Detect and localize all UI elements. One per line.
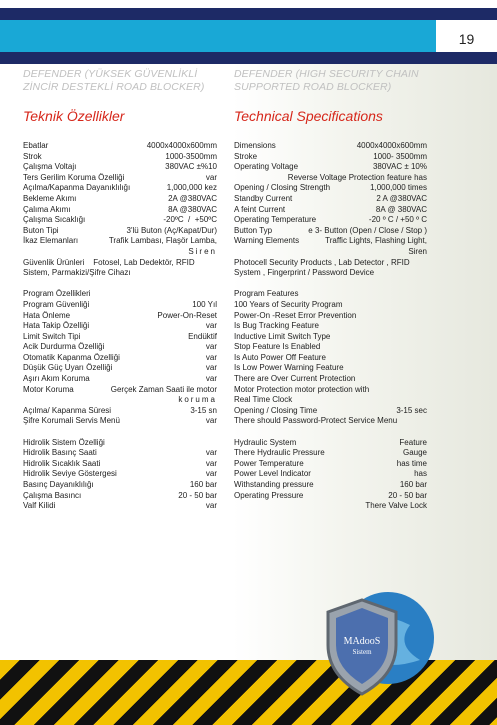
spec-label: Hata Takip Özelliği [23, 321, 90, 331]
spec-value: -20ºC / +50ºC [163, 215, 217, 225]
spec-value: has [414, 469, 427, 479]
spec-value: 1000- 3500mm [373, 151, 427, 161]
spec-row [23, 385, 217, 396]
spec-label: Hidrolik Basınç Saati [23, 448, 97, 458]
spec-value: 3'lü Buton (Aç/Kapat/Dur) [126, 225, 217, 235]
spec-value: var [205, 363, 217, 373]
spec-label: Çalışma Voltajı [23, 162, 77, 172]
spec-line: Güvenlik Ürünleri Fotosel, Lab Dedektör, RFID [23, 257, 195, 267]
spec-row [234, 215, 427, 226]
spec-value: Gerçek Zaman Saati ile motor [110, 384, 217, 394]
spec-line: Is Bug Tracking Feature [234, 321, 319, 331]
spec-label: There should Password-Protect Service Menu [234, 416, 398, 426]
spec-label: Hata Önleme [23, 310, 71, 320]
spec-label: Strok [23, 151, 42, 161]
spec-row [23, 438, 217, 449]
spec-value: has time [396, 458, 427, 468]
spec-row [234, 406, 427, 417]
spec-label: İkaz Elemanları [23, 236, 79, 246]
spec-value: 2A @380VAC [168, 193, 217, 203]
spec-row [23, 332, 217, 343]
spec-value: var [205, 172, 217, 182]
spec-row [234, 226, 427, 237]
top-cyan-band [0, 20, 436, 52]
spec-line: Is Low Power Warning Feature [234, 363, 344, 373]
spec-value: var [205, 416, 217, 426]
spec-row [234, 438, 427, 449]
spec-row [23, 374, 217, 385]
section-title: Program Özellikleri [23, 289, 91, 299]
spec-row [23, 480, 217, 491]
spec-continuation: Siren [408, 246, 427, 256]
spec-row [23, 183, 217, 194]
spec-row [23, 321, 217, 332]
spec-line: Photocell Security Products , Lab Detector , RFID [234, 257, 410, 267]
spec-value: Gauge [402, 448, 427, 458]
spec-label: Warning Elements [234, 236, 300, 246]
spec-value: var [205, 321, 217, 331]
spec-line: Power-On -Reset Error Prevention [234, 310, 357, 320]
spec-value: var [205, 342, 217, 352]
spec-label: Opening / Closing Time [234, 405, 318, 415]
spec-row [234, 480, 427, 491]
spec-row [234, 194, 427, 205]
spec-row [23, 416, 217, 427]
spec-label: Stroke [234, 151, 258, 161]
spec-label: Hidrolik Sistem Özelliği [23, 437, 105, 447]
spec-value: var [205, 352, 217, 362]
spec-label: Power Temperature [234, 458, 304, 468]
spec-row [23, 205, 217, 216]
spec-row [234, 459, 427, 470]
spec-value: 8A @ 380VAC [375, 204, 427, 214]
spec-line: Sistem, Parmakizi/Şifre Cihazı [23, 268, 131, 278]
spec-value: Feature [399, 437, 427, 447]
spec-label: There Hydraulic Pressure [234, 448, 325, 458]
spec-row [234, 183, 427, 194]
spec-line: Motor Protection motor protection with [234, 384, 370, 394]
spec-label: Operating Pressure [234, 490, 304, 500]
spec-row [23, 353, 217, 364]
spec-label: Acik Durdurma Özelliği [23, 342, 105, 352]
spec-label: A feint Current [234, 204, 286, 214]
spec-row [23, 406, 217, 417]
spec-label: Bekleme Akımı [23, 193, 77, 203]
turkish-title: Teknik Özellikler [23, 108, 125, 124]
english-heading-line-2: SUPPORTED ROAD BLOCKER) [234, 80, 392, 93]
spec-label: Hidrolik Seviye Göstergesi [23, 469, 117, 479]
spec-line: Is Auto Power Off Feature [234, 352, 326, 362]
spec-row [234, 152, 427, 163]
spec-line: Stop Feature Is Enabled [234, 342, 321, 352]
spec-value: 2 A @380VAC [376, 193, 427, 203]
logo-text-sub: Sistem [352, 648, 372, 656]
spec-label: Şifre Korumali Servis Menü [23, 416, 120, 426]
spec-label: Button Typ [234, 225, 273, 235]
top-navy-band-lower [0, 52, 497, 64]
spec-row [23, 501, 217, 512]
spec-row [23, 215, 217, 226]
spec-row [23, 194, 217, 205]
spec-continuation: koruma [178, 395, 217, 405]
spec-row [234, 416, 427, 427]
spec-label: Hydraulic System [234, 437, 297, 447]
spec-label: Standby Current [234, 193, 293, 203]
spec-continuation: Siren [188, 246, 217, 256]
spec-value: var [205, 374, 217, 384]
spec-value: 1000-3500mm [165, 151, 217, 161]
spec-row [234, 469, 427, 480]
spec-row [234, 448, 427, 459]
spec-label: Çalışma Basıncı [23, 490, 82, 500]
english-heading-line-1: DEFENDER (HIGH SECURITY CHAIN [234, 68, 419, 80]
spec-value: 20 - 50 bar [178, 490, 217, 500]
spec-value: 1,000,000 kez [166, 183, 217, 193]
spec-label: Buton Tipi [23, 225, 59, 235]
spec-label: Dimensions [234, 141, 276, 150]
section-title: Program Features [234, 289, 299, 299]
spec-value: Endüktif [188, 331, 217, 341]
spec-row [234, 491, 427, 502]
page-number: 19 [436, 28, 497, 50]
spec-row [23, 311, 217, 322]
spec-label: Çalıma Akımı [23, 204, 71, 214]
spec-label: Ebatlar [23, 141, 49, 150]
spec-row [23, 173, 217, 184]
spec-label: Opening / Closing Strength [234, 183, 331, 193]
spec-value: Trafik Lambası, Flaşör Lamba, [108, 236, 217, 246]
spec-label: Operating Temperature [234, 215, 317, 225]
spec-value: Traffic Lights, Flashing Light, [325, 236, 427, 246]
spec-label: Ters Gerilim Koruma Özelliği [23, 172, 125, 182]
spec-label: Aşırı Akım Koruma [23, 374, 90, 384]
spec-value: There Valve Lock [365, 501, 427, 511]
spec-row [23, 236, 217, 247]
logo-text-main: MAdooS [343, 636, 381, 647]
spec-value: 4000x4000x600mm [146, 141, 217, 150]
spec-label: Hidrolik Sıcaklık Saati [23, 458, 101, 468]
turkish-heading-line-1: DEFENDER (YÜKSEK GÜVENLİKLİ [23, 68, 198, 80]
spec-label: Program Güvenliği [23, 299, 90, 309]
spec-row [23, 469, 217, 480]
spec-label: Power Level Indicator [234, 469, 311, 479]
spec-row [23, 459, 217, 470]
madoos-shield-logo [300, 590, 440, 700]
spec-value: -20 º C / +50 º C [368, 215, 427, 225]
spec-value: 160 bar [189, 480, 217, 489]
english-title: Technical Specifications [234, 108, 383, 124]
spec-row [23, 491, 217, 502]
spec-value: 380VAC ± 10% [372, 162, 427, 172]
spec-label: Limit Switch Tipi [23, 331, 81, 341]
spec-row [234, 162, 427, 173]
spec-row [234, 205, 427, 216]
spec-value: 1,000,000 times [370, 183, 427, 193]
spec-line: 100 Years of Security Program [234, 299, 343, 309]
spec-value: var [205, 448, 217, 458]
spec-value: 20 - 50 bar [388, 490, 427, 500]
spec-label: Düşük Güç Uyarı Özelliği [23, 363, 113, 373]
spec-continuation: Reverse Voltage Protection feature has [287, 172, 427, 182]
spec-row [234, 141, 427, 152]
spec-line: There are Over Current Protection [234, 374, 356, 384]
spec-label: Operating Voltage [234, 162, 299, 172]
spec-value: Power-On-Reset [157, 310, 217, 320]
spec-value: 380VAC ±%10 [165, 162, 217, 172]
spec-row [234, 236, 427, 247]
spec-label: Basınç Dayanıklılığı [23, 480, 94, 489]
spec-line: Inductive Limit Switch Type [234, 331, 331, 341]
spec-value: 3-15 sec [396, 405, 427, 415]
spec-row [23, 162, 217, 173]
spec-row [23, 363, 217, 374]
spec-line: Real Time Clock [234, 395, 293, 405]
spec-value: 4000x4000x600mm [356, 141, 427, 150]
spec-row [23, 300, 217, 311]
spec-row [234, 501, 427, 512]
spec-value: 8A @380VAC [168, 204, 217, 214]
spec-row [23, 141, 217, 152]
spec-value: var [205, 469, 217, 479]
turkish-spec-column [23, 68, 217, 512]
spec-value: 100 Yıl [192, 299, 217, 309]
spec-value: e 3- Button (Open / Close / Stop ) [308, 225, 427, 235]
spec-line: System , Fingerprint / Password Device [234, 268, 375, 278]
spec-value: var [205, 501, 217, 511]
spec-row [23, 448, 217, 459]
spec-label: Motor Koruma [23, 384, 74, 394]
spec-label: Valf Kilidi [23, 501, 56, 511]
spec-label: Withstanding pressure [234, 480, 314, 489]
top-navy-band [0, 8, 497, 20]
spec-label: Açılma/ Kapanma Süresi [23, 405, 112, 415]
spec-value: 160 bar [399, 480, 427, 489]
turkish-heading-line-2: ZİNCİR DESTEKLİ ROAD BLOCKER) [23, 80, 205, 93]
spec-value: 3-15 sn [190, 405, 217, 415]
spec-row [23, 342, 217, 353]
spec-value: var [205, 458, 217, 468]
spec-row [23, 226, 217, 237]
spec-label: Çalışma Sıcaklığı [23, 215, 86, 225]
spec-label: Açılma/Kapanma Dayanıklılığı [23, 183, 131, 193]
spec-label: Otomatik Kapanma Özelliği [23, 352, 120, 362]
spec-row [23, 152, 217, 163]
english-spec-column [234, 68, 427, 512]
